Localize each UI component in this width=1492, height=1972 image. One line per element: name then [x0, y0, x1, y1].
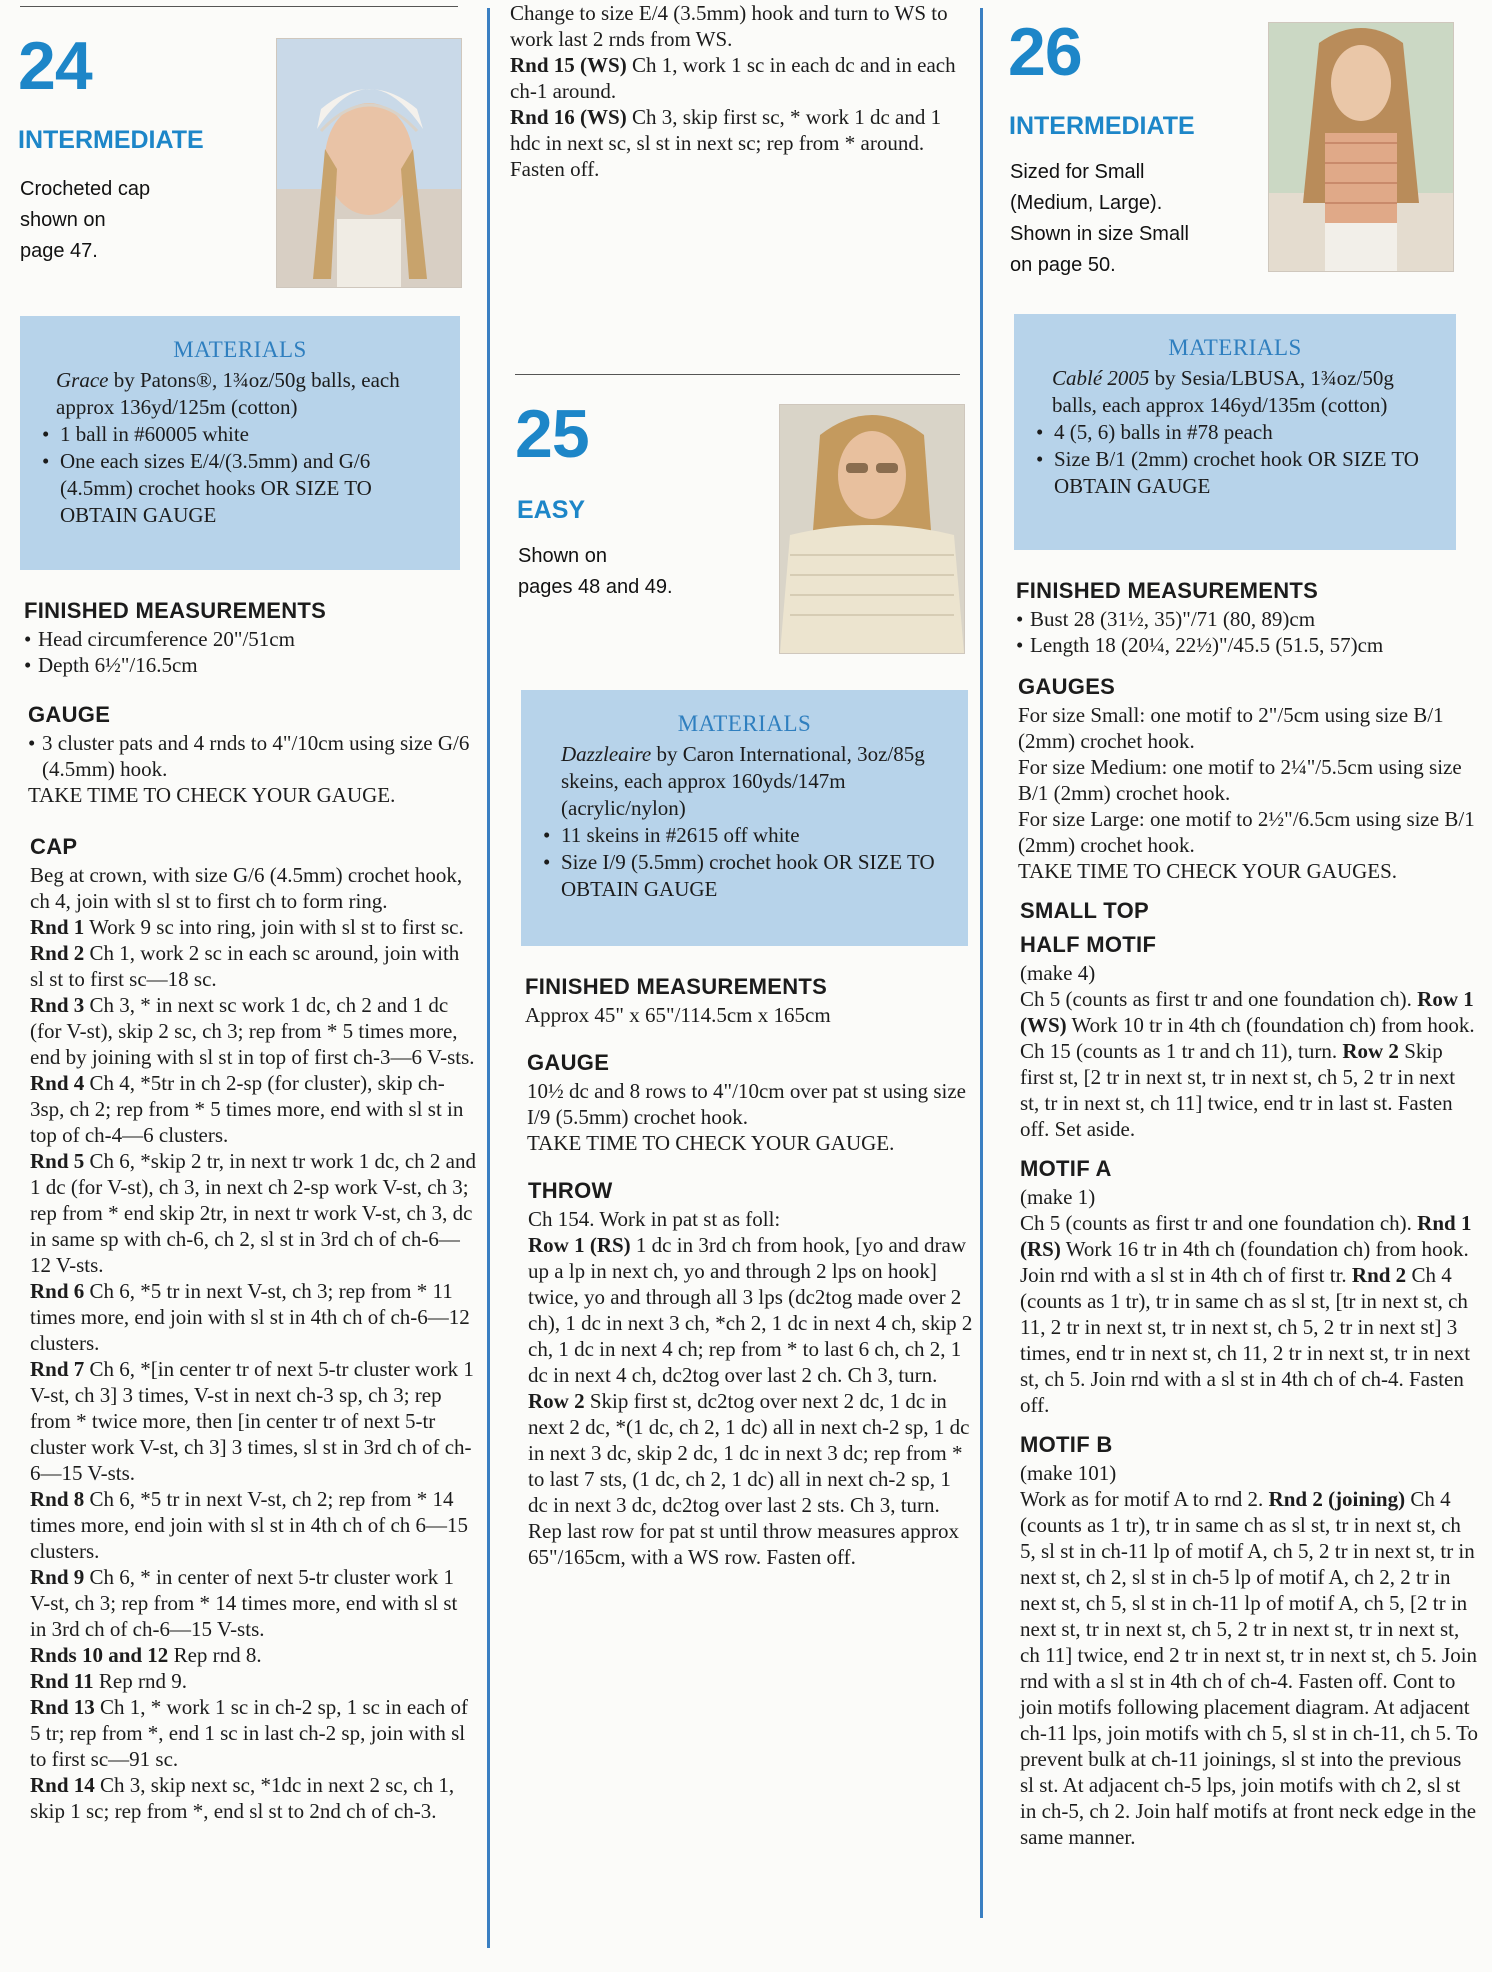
shown-line: Shown on — [518, 545, 607, 567]
shown-line: Shown in size Small — [1010, 223, 1189, 245]
materials-item: • 1 ball in #60005 white — [38, 421, 442, 448]
small-top-instructions — [1020, 898, 1478, 1850]
section-heading: GAUGE — [527, 1050, 610, 1075]
shown-on-text — [518, 541, 673, 603]
finished-measurements-24 — [24, 598, 474, 678]
motif-b-text — [1020, 1486, 1478, 1850]
round-label: Rnd 5 — [30, 1149, 85, 1173]
gauge-text: • 3 cluster pats and 4 rnds to 4"/10cm using size G/6 (4.5mm) hook. — [28, 730, 474, 782]
materials-list — [539, 822, 950, 903]
row-instruction — [528, 1388, 974, 1518]
cap-intro: Beg at crown, with size G/6 (4.5mm) crochet hook, ch 4, join with sl st to first ch to form ring. — [30, 863, 463, 913]
skill-level: INTERMEDIATE — [1009, 112, 1195, 140]
round-text: Ch 3, skip next sc, *1dc in next 2 sc, ch 1, skip 1 sc; rep from *, end sl st to 2nd ch of ch-3. — [30, 1773, 455, 1823]
section-heading: SMALL TOP — [1020, 898, 1150, 923]
round-text: Ch 6, *5 tr in next V-st, ch 3; rep from * 11 times more, end join with sl st in 4th ch of ch-6—12 clusters. — [30, 1279, 470, 1355]
round-label: Rnd 13 — [30, 1695, 95, 1719]
round-instruction — [510, 52, 966, 104]
gauges-26 — [1018, 674, 1476, 884]
shown-on-text — [1010, 157, 1189, 281]
round-label: Rnds 10 and 12 — [30, 1643, 169, 1667]
cap-instructions — [30, 834, 476, 1824]
round-text: Ch 4, *5tr in ch 2-sp (for cluster), skip ch-3sp, ch 2; rep from * 5 times more, end with sl st in top of ch-4—6 clusters. — [30, 1071, 464, 1147]
round-label: Rnd 2 (joining) — [1268, 1487, 1406, 1511]
round-text: Ch 3, * in next sc work 1 dc, ch 2 and 1 dc (for V-st), skip 2 sc, ch 3; rep from * 5 times more, end by joining with sl st in top of first ch-3—6 V-sts. — [30, 993, 475, 1069]
motif-a-text — [1020, 1210, 1478, 1418]
measurement-item: • Depth 6½"/16.5cm — [24, 652, 474, 678]
round-instruction — [30, 1694, 476, 1772]
round-instruction — [30, 940, 476, 992]
section-heading: GAUGES — [1018, 674, 1116, 699]
shown-line: shown on — [20, 209, 106, 231]
round-text: Ch 6, *[in center tr of next 5-tr cluster work 1 V-st, ch 3] 3 times, V-st in next ch-3 sp, ch 3; rep from * twice more, then [in center tr of next 5-tr cluster work V-st, ch 3] 3 times, sl st in 3rd ch of ch-6—15 V-sts. — [30, 1357, 474, 1485]
materials-item: • One each sizes E/4/(3.5mm) and G/6 (4.5mm) crochet hooks OR SIZE TO OBTAIN GAUGE — [38, 448, 442, 529]
instruction-text: Work 16 tr in 4th ch (foundation ch) from hook. Join rnd with a sl st in 4th ch of first tr. — [1020, 1237, 1469, 1287]
pattern-number: 25 — [515, 396, 589, 472]
instruction-text: Ch 5 (counts as first tr and one foundation ch). — [1020, 1211, 1418, 1235]
materials-list — [38, 421, 442, 529]
yarn-details: by Patons®, 1¾oz/50g balls, each approx 136yd/125m (cotton) — [56, 368, 400, 419]
shown-line: pages 48 and 49. — [518, 576, 673, 598]
row-label: Row 1 (RS) — [528, 1233, 631, 1257]
gauge-text: 10½ dc and 8 rows to 4"/10cm over pat st using size I/9 (5.5mm) crochet hook. — [527, 1079, 967, 1129]
measurement-item: Approx 45" x 65"/114.5cm x 165cm — [525, 1003, 831, 1027]
measurement-item: • Bust 28 (31½, 35)"/71 (80, 89)cm — [1016, 606, 1476, 632]
round-text: Rep rnd 9. — [93, 1669, 187, 1693]
round-text: Ch 6, * in center of next 5-tr cluster work 1 V-st, ch 3; rep from * 14 times more, end with sl st in 3rd ch of ch-6—15 V-sts. — [30, 1565, 458, 1641]
throw-end: Rep last row for pat st until throw measures approx 65"/165cm, with a WS row. Fasten off. — [528, 1519, 959, 1569]
shown-on-text — [20, 174, 150, 267]
materials-item: • 11 skeins in #2615 off white — [539, 822, 950, 849]
pattern-24-continued — [510, 0, 966, 182]
round-instruction — [30, 1772, 476, 1824]
yarn-description — [38, 367, 442, 421]
finished-measurements-25 — [525, 974, 970, 1028]
gauge-text: For size Large: one motif to 2½"/6.5cm using size B/1 (2mm) crochet hook. — [1018, 807, 1475, 857]
gauge-check: TAKE TIME TO CHECK YOUR GAUGE. — [28, 783, 396, 807]
round-instruction — [30, 1486, 476, 1564]
round-label: Rnd 7 — [30, 1357, 85, 1381]
round-label: Rnd 6 — [30, 1279, 85, 1303]
measurement-item: • Head circumference 20"/51cm — [24, 626, 474, 652]
shown-line: Crocheted cap — [20, 178, 151, 200]
throw-intro: Ch 154. Work in pat st as foll: — [528, 1207, 781, 1231]
materials-item: • Size B/1 (2mm) crochet hook OR SIZE TO OBTAIN GAUGE — [1032, 446, 1438, 500]
gauge-24 — [28, 702, 474, 808]
round-label: Rnd 9 — [30, 1565, 85, 1589]
section-heading: FINISHED MEASUREMENTS — [1016, 578, 1319, 603]
instruction-text: Ch 4 (counts as 1 tr), tr in same ch as sl st, [tr in next st, ch 11, 2 tr in next st, tr in next st, ch 5, 2 tr in next st] 3 times, end tr in next st, ch 11, 2 tr in next st, tr in next st, ch 5. Join rnd with a sl st in 4th ch of ch-4. Fasten off. — [1020, 1263, 1471, 1417]
model-photo-throw — [779, 404, 965, 654]
header-rule-25 — [515, 374, 960, 375]
materials-heading: MATERIALS — [677, 711, 812, 736]
yarn-description — [1032, 365, 1438, 419]
materials-heading: MATERIALS — [173, 337, 307, 362]
round-label: Rnd 1 — [30, 915, 85, 939]
column-divider-left — [487, 8, 490, 1948]
materials-list — [1032, 419, 1438, 500]
row-label: Row 2 — [1342, 1039, 1399, 1063]
row-label: Row 2 — [528, 1389, 585, 1413]
round-label: Rnd 14 — [30, 1773, 95, 1797]
round-instruction — [30, 1148, 476, 1278]
section-heading: FINISHED MEASUREMENTS — [525, 974, 828, 999]
make-count: (make 4) — [1020, 961, 1096, 985]
yarn-details: by Sesia/LBUSA, 1¾oz/50g balls, each approx 146yd/135m (cotton) — [1052, 366, 1394, 417]
yarn-name: Cablé 2005 — [1052, 366, 1150, 390]
round-text: Work 9 sc into ring, join with sl st to first sc. — [84, 915, 464, 939]
model-photo-top — [1268, 22, 1454, 272]
instruction-text: Work as for motif A to rnd 2. — [1020, 1487, 1269, 1511]
gauge-check: TAKE TIME TO CHECK YOUR GAUGES. — [1018, 859, 1398, 883]
shown-line: on page 50. — [1010, 254, 1116, 276]
yarn-name: Dazzleaire — [561, 742, 652, 766]
section-heading: THROW — [528, 1178, 613, 1203]
round-instruction — [30, 1564, 476, 1642]
round-label: Rnd 8 — [30, 1487, 85, 1511]
shown-line: page 47. — [20, 240, 98, 262]
shown-line: Sized for Small — [1010, 161, 1145, 183]
throw-instructions — [528, 1178, 974, 1570]
yarn-name: Grace — [56, 368, 109, 392]
section-heading: FINISHED MEASUREMENTS — [24, 598, 327, 623]
instruction-text: Skip first st, [2 tr in next st, tr in next st, ch 5, 2 tr in next st, tr in next st, ch 11] twice, end tr in last st. Fasten off. Set aside. — [1020, 1039, 1456, 1141]
round-label: Rnd 15 (WS) — [510, 53, 627, 77]
gauge-25 — [527, 1050, 970, 1156]
round-text: Ch 6, *skip 2 tr, in next tr work 1 dc, ch 2 and 1 dc (for V-st), ch 3, in next ch 2-sp work V-st, ch 3; rep from * end skip 2tr, in next tr work V-st, ch 3, dc in same sp with ch-6, ch 2, sl st in 3rd ch of ch-6—12 V-sts. — [30, 1149, 476, 1277]
make-count: (make 1) — [1020, 1185, 1096, 1209]
subsection-heading: MOTIF B — [1020, 1432, 1113, 1457]
round-instruction — [510, 104, 966, 182]
round-instruction — [30, 1278, 476, 1356]
gauge-text: For size Small: one motif to 2"/5cm using size B/1 (2mm) crochet hook. — [1018, 703, 1444, 753]
row-instruction — [528, 1232, 974, 1388]
finished-measurements-26 — [1016, 578, 1476, 658]
measurement-item: • Length 18 (20¼, 22½)"/45.5 (51.5, 57)cm — [1016, 632, 1476, 658]
round-instruction — [30, 1070, 476, 1148]
shown-line: (Medium, Large). — [1010, 192, 1163, 214]
section-heading: CAP — [30, 834, 78, 859]
round-text: Ch 3, skip first sc, * work 1 dc and 1 hdc in next sc, sl st in next sc; rep from * around. Fasten off. — [510, 105, 942, 181]
round-instruction — [30, 1356, 476, 1486]
row-text: 1 dc in 3rd ch from hook, [yo and draw up a lp in next ch, yo and through 2 lps on hook] twice, yo and through all 3 lps (dc2tog made over 2 ch), 1 dc in next 3 ch, *ch 2, 1 dc in next 4 ch, skip 2 ch, 1 dc in next 4 ch; rep from * to last 6 ch, ch 2, 1 dc in next 4 ch, dc2tog over last 2 ch. Ch 3, turn. — [528, 1233, 973, 1387]
round-label: Rnd 1 (RS) — [1020, 1211, 1472, 1261]
subsection-heading: HALF MOTIF — [1020, 932, 1157, 957]
instruction-text: Ch 5 (counts as first tr and one foundation ch). — [1020, 987, 1418, 1011]
round-text: Rep rnd 8. — [168, 1643, 262, 1667]
gauge-text: For size Medium: one motif to 2¼"/5.5cm using size B/1 (2mm) crochet hook. — [1018, 755, 1462, 805]
round-label: Rnd 2 — [30, 941, 85, 965]
materials-item: • Size I/9 (5.5mm) crochet hook OR SIZE TO OBTAIN GAUGE — [539, 849, 950, 903]
round-label: Rnd 3 — [30, 993, 85, 1017]
round-label: Rnd 11 — [30, 1669, 94, 1693]
yarn-details: by Caron International, 3oz/85g skeins, each approx 160yds/147m (acrylic/nylon) — [561, 742, 925, 820]
round-instruction — [30, 1668, 476, 1694]
skill-level: INTERMEDIATE — [18, 126, 204, 154]
row-label: Row 1 (WS) — [1020, 987, 1474, 1037]
skill-level: EASY — [517, 496, 586, 524]
round-label: Rnd 4 — [30, 1071, 85, 1095]
gauge-check: TAKE TIME TO CHECK YOUR GAUGE. — [527, 1131, 895, 1155]
row-text: Skip first st, dc2tog over next 2 dc, 1 dc in next 2 dc, *(1 dc, ch 2, 1 dc) all in next ch-2 sp, 1 dc in next 3 dc, skip 2 dc, 1 dc in next 3 dc; rep from * to last 7 sts, (1 dc, ch 2, 1 dc) all in next ch-2 sp, 1 dc in next 3 dc, dc2tog over last 2 sts. Ch 3, turn. — [528, 1389, 970, 1517]
round-text: Ch 6, *5 tr in next V-st, ch 2; rep from * 14 times more, end join with sl st in 4th ch of ch 6—15 clusters. — [30, 1487, 469, 1563]
header-rule-24 — [20, 6, 458, 7]
round-label: Rnd 2 — [1351, 1263, 1407, 1287]
instruction-text: Ch 4 (counts as 1 tr), tr in same ch as sl st, tr in next st, ch 5, sl st in ch-11 lp of motif A, ch 5, 2 tr in next st, tr in next st, ch 2, sl st in ch-5 lp of motif A, ch 2, 2 tr in next st, ch 5, sl st in ch-11 lp of motif A, ch 5, [2 tr in next st, tr in next st, ch 5, 2 tr in next st, tr in next st, ch 11] twice, end 2 tr in next st, tr in next st, ch 5. Join rnd with a sl st in 4th ch of ch-4. Fasten off. Cont to join motifs following placement diagram. At adjacent ch-11 lps, join motifs with ch 5, sl st in ch-11, ch 5. To prevent bulk at ch-11 joinings, sl st into the previous sl st. At adjacent ch-5 lps, join motifs with ch 2, sl st in ch-5, ch 2. Join half motifs at front neck edge in the same manner. — [1020, 1487, 1478, 1849]
continued-intro: Change to size E/4 (3.5mm) hook and turn to WS to work last 2 rnds from WS. — [510, 1, 948, 51]
round-instruction — [30, 1642, 476, 1668]
round-text: Ch 1, work 2 sc in each sc around, join with sl st to first sc—18 sc. — [30, 941, 460, 991]
round-text: Ch 1, work 1 sc in each dc and in each ch-1 around. — [510, 53, 956, 103]
materials-box — [1014, 314, 1456, 550]
materials-box — [521, 690, 968, 946]
pattern-number: 26 — [1008, 14, 1082, 90]
model-photo-cap — [276, 38, 462, 288]
materials-box — [20, 316, 460, 570]
instruction-text: Work 10 tr in 4th ch (foundation ch) from hook. Ch 15 (counts as 1 tr and ch 11), turn. — [1020, 1013, 1475, 1063]
column-divider-right — [980, 8, 983, 1918]
materials-item: • 4 (5, 6) balls in #78 peach — [1032, 419, 1438, 446]
yarn-description — [539, 741, 950, 822]
section-heading: GAUGE — [28, 702, 111, 727]
half-motif-text — [1020, 986, 1478, 1142]
round-instruction — [30, 992, 476, 1070]
subsection-heading: MOTIF A — [1020, 1156, 1112, 1181]
round-label: Rnd 16 (WS) — [510, 105, 627, 129]
pattern-number: 24 — [18, 28, 92, 104]
materials-heading: MATERIALS — [1168, 335, 1302, 360]
make-count: (make 101) — [1020, 1461, 1117, 1485]
round-text: Ch 1, * work 1 sc in ch-2 sp, 1 sc in each of 5 tr; rep from *, end 1 sc in last ch-2 sp, join with sl to first sc—91 sc. — [30, 1695, 469, 1771]
round-instruction — [30, 914, 476, 940]
